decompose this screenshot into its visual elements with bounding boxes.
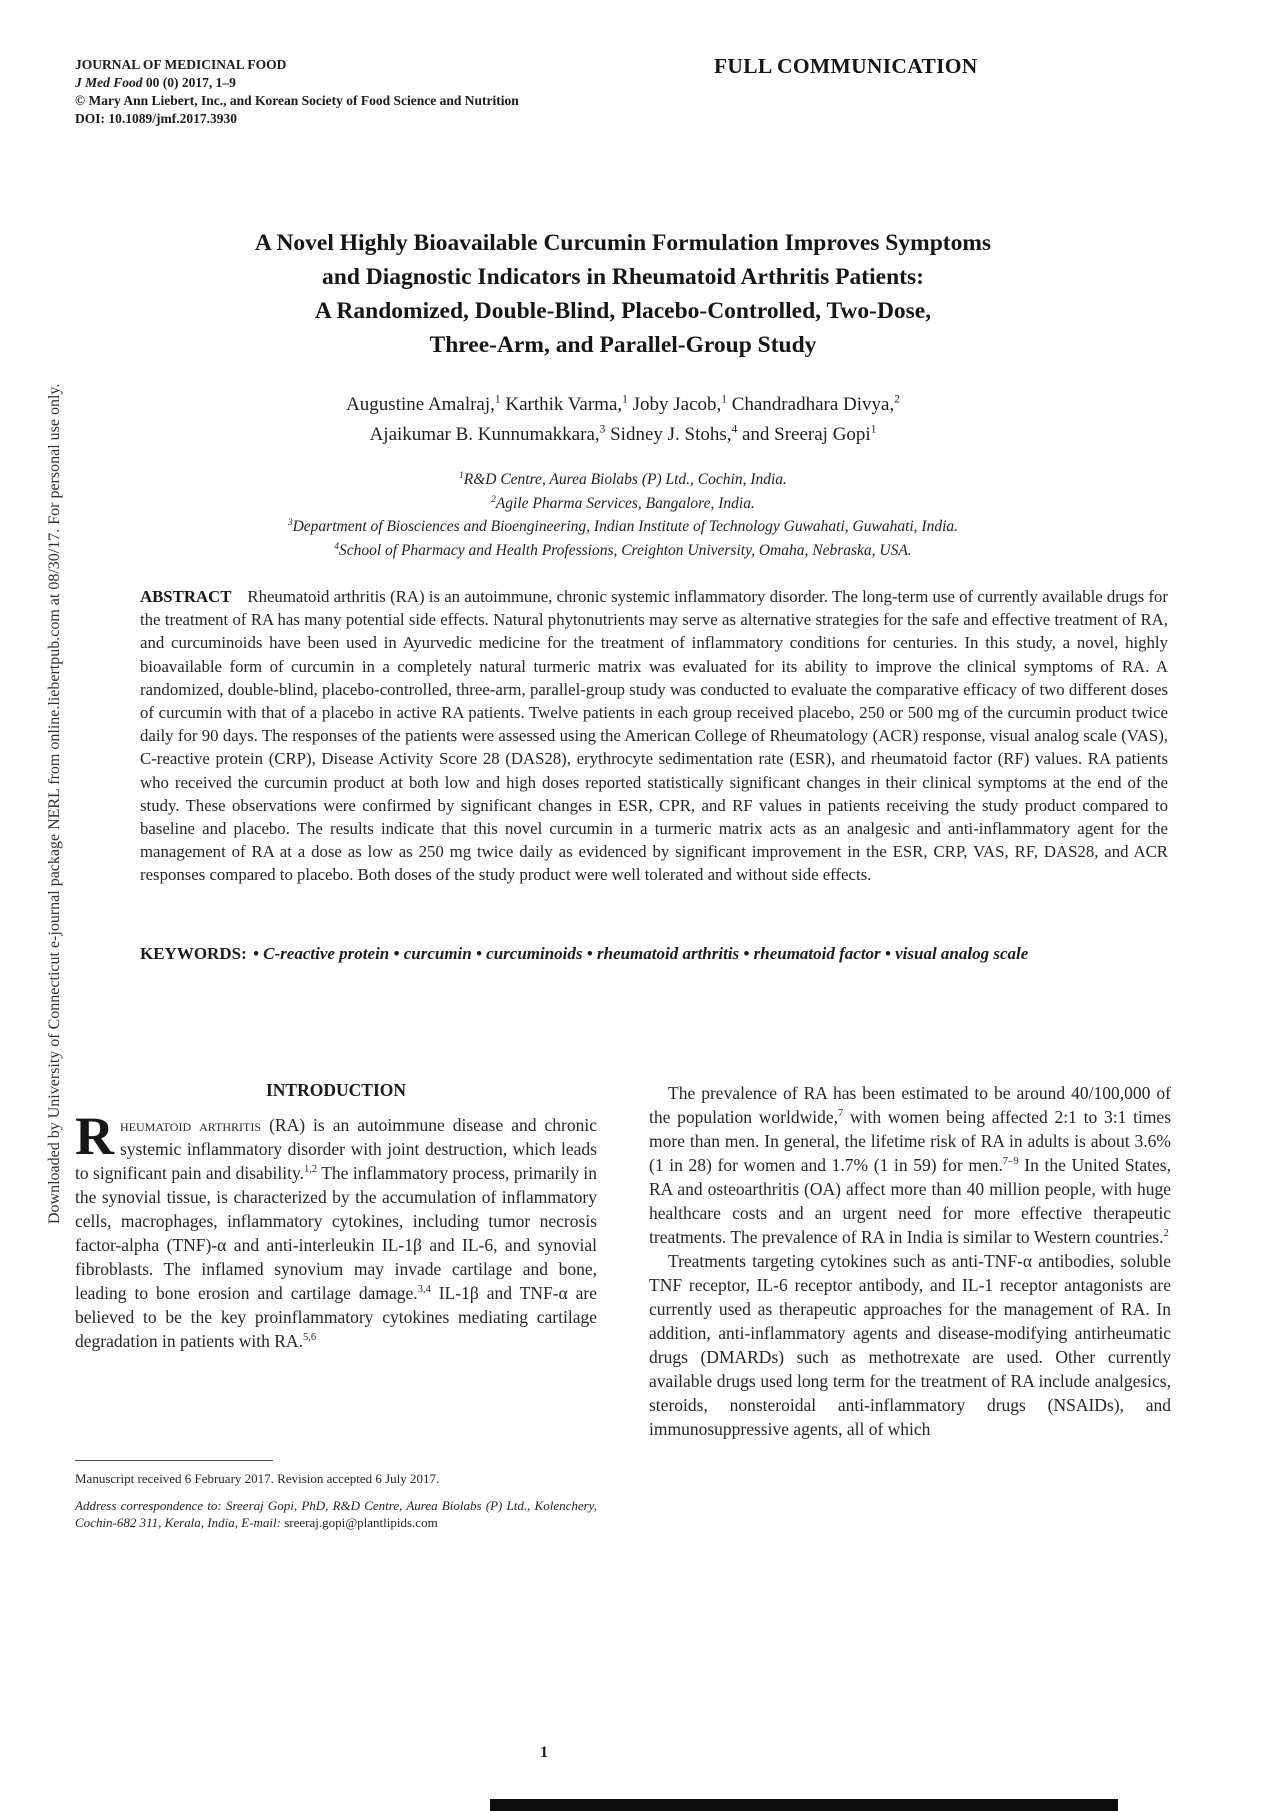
journal-citation: J Med Food 00 (0) 2017, 1–9 xyxy=(75,75,236,90)
abstract-label: ABSTRACT xyxy=(140,587,232,606)
footnote-rule xyxy=(75,1460,273,1461)
page-number: 1 xyxy=(540,1744,548,1761)
manuscript-dates: Manuscript received 6 February 2017. Revision accepted 6 July 2017. xyxy=(75,1471,440,1486)
introduction-paragraph xyxy=(75,1106,598,1353)
affiliation-list: $^1$R&D Centre, Aurea Biolabs (P) Ltd., Cochin, India. $^2$Agile Pharma Services, Bangalore, India. $^3$Department of Biosciences and Bioengineering, Indian Institute of Technology Guwahati, Guwahati, India. $^4$School of Pharmacy and Health Professions, Creighton University, Omaha, Nebraska, USA. xyxy=(287,470,959,559)
drop-cap: R xyxy=(75,1106,114,1166)
treatments-paragraph: Treatments targeting cytokines such as anti-TNF-α antibodies, soluble TNF receptor, IL-6 receptor antibody, and IL-1 receptor antagonists are currently used as therapeutic approaches for the management of RA. In addition, anti-inflammatory agents and disease-modifying antirheumatic drugs (DMARDs) such as methotrexate are used. Other currently available drugs used long term for the treatment of RA include analgesics, steroids, nonsteroidal anti-inflammatory drugs (NSAIDs), and immunosuppressive agents, all of which xyxy=(649,1251,1171,1439)
introduction-text: (RA) is an autoimmune disease and chronic systemic inflammatory disorder with joint destruction, which leads to significant pain and disability.$^{1,2}$ The inflammatory process, primarily in the synovial tissue, is characterized by the accumulation of inflammatory cells, macrophages, inflammatory cytokines, including tumor necrosis factor-alpha (TNF)-α and anti-interleukin IL-1β and IL-6, and synovial fibroblasts. The inflamed synovium may invade cartilage and bone, leading to bone erosion and cartilage damage.$^{3,4}$ IL-1β and TNF-α are believed to be the key proinflammatory cytokines mediating cartilage degradation in patients with RA.$^{5,6}$ xyxy=(75,1115,598,1351)
correspondence-note: Address correspondence to: Sreeraj Gopi, PhD, R&D Centre, Aurea Biolabs (P) Ltd., Kolenchery, Cochin-682 311, Kerala, India, E-mail: sreeraj.gopi@plantlipids.com xyxy=(75,1497,597,1530)
journal-doi: DOI: 10.1089/jmf.2017.3930 xyxy=(75,111,237,126)
right-column xyxy=(649,1076,1171,1616)
download-watermark: Downloaded by University of Connecticut e-journal package NERL from online.liebertpub.com at 08/30/17. For personal use only. xyxy=(46,383,63,1224)
prevalence-paragraph: The prevalence of RA has been estimated to be around 40/100,000 of the population worldwide,$^7$ with women being affected 2:1 to 3:1 times more than men. In general, the lifetime risk of RA in adults is about 3.6% (1 in 28) for women and 1.7% (1 in 59) for men.$^{7-9}$ In the United States, RA and osteoarthritis (OA) affect more than 40 million people, with huge healthcare costs and an urgent need for more effective therapeutic treatments. The prevalence of RA in India is similar to Western countries.$^2$ xyxy=(649,1083,1172,1247)
introduction-heading: INTRODUCTION xyxy=(265,1080,407,1100)
lead-smallcaps: heumatoid arthritis xyxy=(120,1115,262,1135)
journal-name: JOURNAL OF MEDICINAL FOOD xyxy=(75,57,287,72)
body-columns xyxy=(75,1076,1171,1616)
journal-copyright: © Mary Ann Liebert, Inc., and Korean Society of Food Science and Nutrition xyxy=(75,93,519,108)
footnotes-block xyxy=(75,1460,597,1532)
journal-masthead xyxy=(75,56,519,128)
correspondence-email: sreeraj.gopi@plantlipids.com xyxy=(284,1515,438,1530)
author-lines: Augustine Amalraj,$^1$ Karthik Varma,$^1$ Joby Jacob,$^1$ Chandradhara Divya,$^2$ Ajaikumar B. Kunnumakkara,$^3$ Sidney J. Stohs,$^4$ and Sreeraj Gopi$^1$ xyxy=(346,393,900,445)
article-title: A Novel Highly Bioavailable Curcumin Formulation Improves Symptoms and Diagnostic Indicators in Rheumatoid Arthritis Patients: A Randomized, Double-Blind, Placebo-Controlled, Two-Dose, Three-Arm, and Parallel-Group Study xyxy=(254,230,992,358)
abstract-section xyxy=(140,585,1168,887)
abstract-text: Rheumatoid arthritis (RA) is an autoimmune, chronic systemic inflammatory disorder. The long-term use of currently available drugs for the treatment of RA has many potential side effects. Natural phytonutrients may serve as alternative strategies for the safe and effective treatment of RA, and curcuminoids have been used in Ayurvedic medicine for the treatment of inflammatory conditions for centuries. In this study, a novel, highly bioavailable form of curcumin in a completely natural turmeric matrix was evaluated for its ability to improve the clinical symptoms of RA. A randomized, double-blind, placebo-controlled, three-arm, parallel-group study was conducted to evaluate the comparative efficacy of two different doses of curcumin with that of a placebo in active RA patients. Twelve patients in each group received placebo, 250 or 500 mg of the curcumin product twice daily for 90 days. The responses of the patients were assessed using the American College of Rheumatology (ACR) response, visual analog scale (VAS), C-reactive protein (CRP), Disease Activity Score 28 (DAS28), erythrocyte sedimentation rate (ESR), and rheumatoid factor (RF) values. RA patients who received the curcumin product at both low and high doses reported statistically significant changes in their clinical symptoms at the end of the study. These observations were confirmed by significant changes in ESR, CPR, and RF values in patients receiving the study product compared to baseline and placebo. The results indicate that this novel curcumin in a turmeric matrix acts as an analgesic and anti-inflammatory agent for the management of RA at a dose as low as 250 mg twice daily as evidenced by significant improvement in the ESR, CRP, VAS, RF, DAS28, and ACR responses compared to placebo. Both doses of the study product were well tolerated and without side effects. xyxy=(140,587,1168,885)
keywords-line: KEYWORDS: • C-reactive protein • curcumin • curcuminoids • rheumatoid arthritis • rheumatoid factor • visual analog scale xyxy=(140,944,1029,963)
scan-artifact-bar xyxy=(490,1799,1118,1811)
article-type-label: FULL COMMUNICATION xyxy=(714,54,978,78)
left-column xyxy=(75,1076,597,1616)
